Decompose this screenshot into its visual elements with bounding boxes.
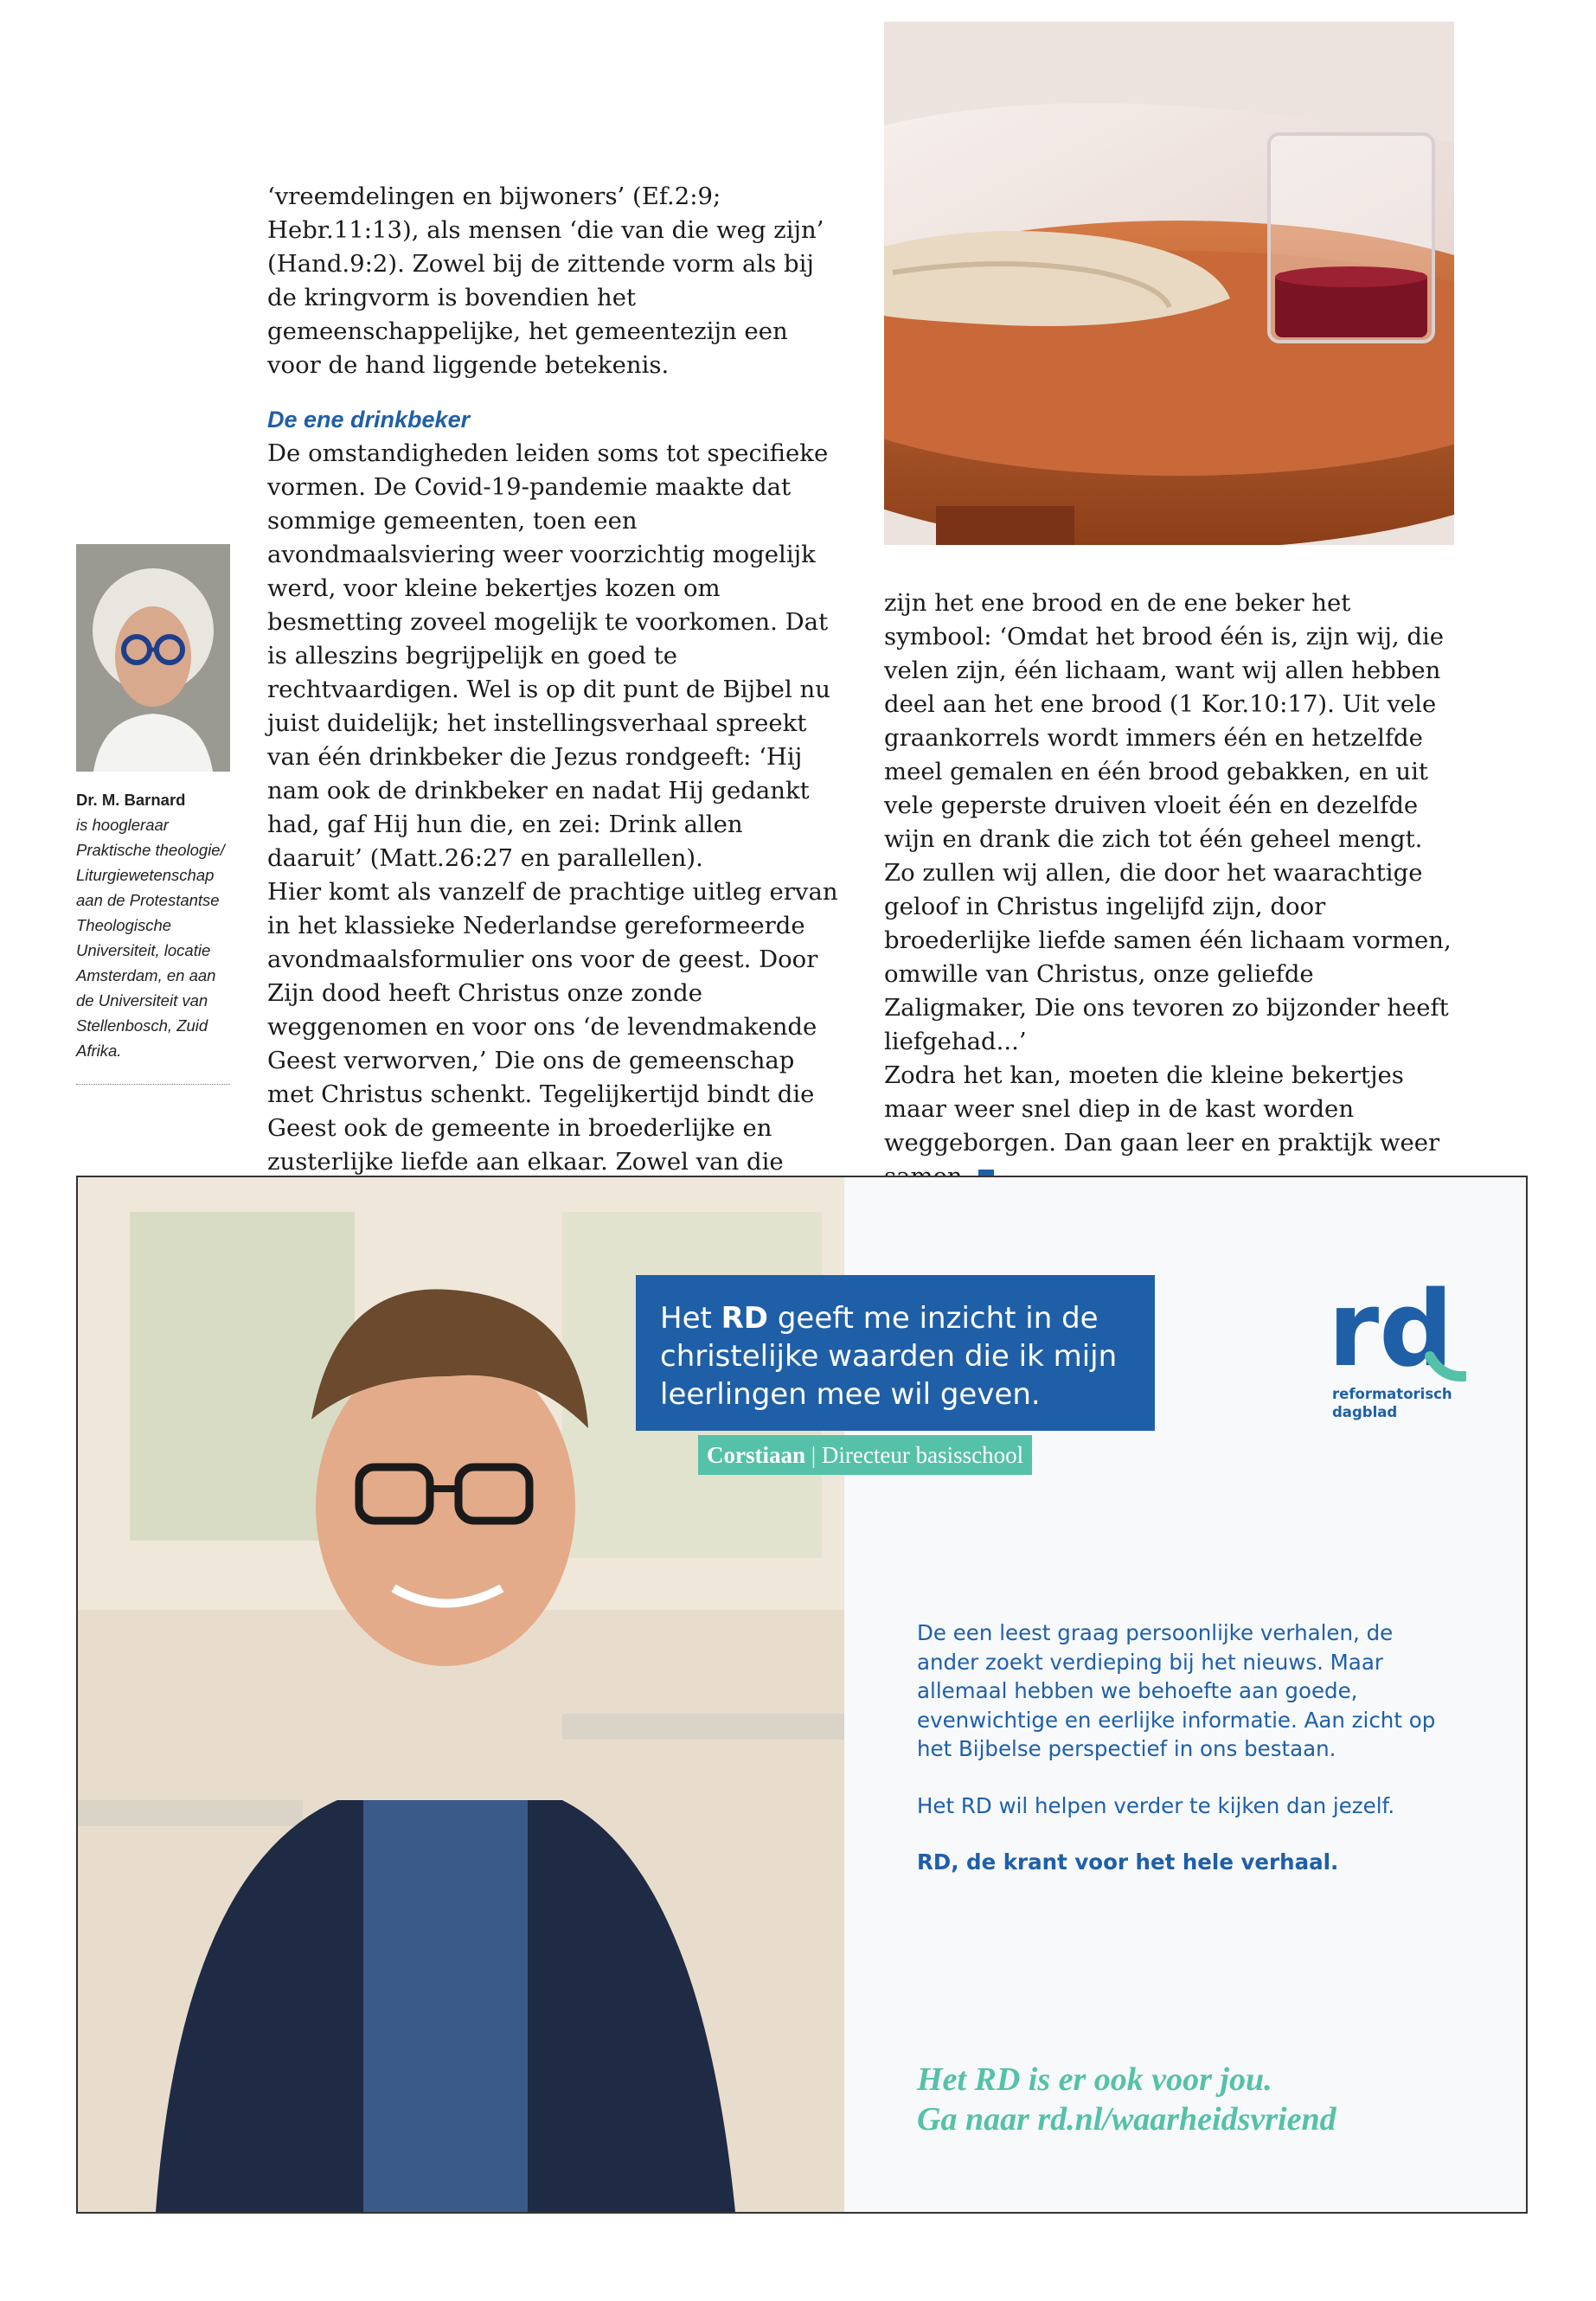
article-paragraph [884, 1059, 1455, 1194]
article-paragraph: De omstandigheden leiden soms tot specifieke vormen. De Covid-19-pandemie maakte dat sommige gemeenten, toen een avondmaalsviering weer voorzichtig mogelijk werd, voor kleine bekertjes kozen om besmetting zoveel mogelijk te voorkomen. Dat is alleszins begrijpelijk en goed te rechtvaardigen. Wel is op dit punt de Bijbel nu juist duidelijk; het instellingsverhaal spreekt van één drinkbeker die Jezus rondgeeft: ‘Hij nam ook de drinkbeker en nadat Hij gedankt had, gaf Hij hun die, en zei: Drink allen daaruit’ (Matt.26:27 en parallellen). [267, 439, 830, 872]
article-paragraph: ‘vreemdelingen en bijwoners’ (Ef.2:9; Hebr.11:13), als mensen ‘die van die weg zijn’ (Hand.9:2). Zowel bij de zittende vorm als bij de kringvorm is bovendien het gemeenschappelijke, het gemeentezijn een voor de hand liggende betekenis. [267, 183, 824, 379]
logo-subtitle-line: reformatorisch [1332, 1386, 1452, 1402]
ad-tagline: RD, de krant voor het hele verhaal. [917, 1849, 1339, 1875]
logo-subtitle-line: dagblad [1332, 1404, 1398, 1420]
article-paragraph: zijn het ene brood en de ene beker het symbool: ‘Omdat het brood één is, zijn wij, die velen zijn, één lichaam, want wij allen hebben deel aan het ene brood (1 Kor.10:17). Uit vele graankorrels wordt immers één en hetzelfde meel gemalen en één brood gebakken, en uit vele geperste druiven vloeit één en dezelfde wijn en drank die zich tot één geheel mengt. Zo zullen wij allen, die door het waarachtige geloof in Christus ingelijfd zijn, door broederlijke liefde samen één lichaam vormen, omwille van Christus, onze geliefde Zaligmaker, Die ons tevoren zo bijzonder heeft liefgehad...’ [884, 589, 1452, 1055]
divider [76, 1084, 230, 1085]
quote-text-pre: Het [660, 1301, 721, 1336]
author-portrait [76, 544, 230, 772]
article-column-right [884, 586, 1455, 1194]
logo-text: rd [1328, 1274, 1454, 1390]
subheading: De ene drinkbeker [267, 407, 471, 433]
ad-call-to-action [917, 2060, 1471, 2139]
person-credit [698, 1435, 1032, 1475]
quote-text-bold: RD [721, 1301, 769, 1336]
author-name: Dr. M. Barnard [76, 791, 186, 809]
cta-link[interactable]: Ga naar rd.nl/waarheidsvriend [917, 2101, 1336, 2138]
article-column-left [267, 180, 838, 1247]
communion-photo [884, 22, 1454, 545]
ad-paragraph: Het RD wil helpen verder te kijken dan jezelf. [917, 1792, 1395, 1818]
quote-box [636, 1275, 1155, 1431]
closing-text: Zodra het kan, moeten die kleine bekertjes maar weer snel diep in de kast worden weggeborgen. Dan gaan leer en praktijk weer [884, 1061, 1440, 1157]
author-description: is hoogleraar Praktische theologie/ Liturgiewetenschap aan de Protestantse Theologische Universiteit, locatie Amsterdam, en aan de Universiteit van Stellenbosch, Zuid Afrika. [76, 816, 225, 1060]
ad-body [917, 1618, 1453, 1905]
credit-separator: | [805, 1442, 822, 1468]
logo-subtitle [1332, 1385, 1452, 1421]
portrait-illustration [76, 544, 230, 772]
quote-text-post: geeft me inzicht in de christelijke waarden die ik mijn leerlingen mee wil geven. [660, 1301, 1118, 1412]
cta-line: Het RD is er ook voor jou. [917, 2061, 1272, 2098]
author-bio [76, 787, 230, 1063]
person-role: Directeur basisschool [821, 1442, 1024, 1468]
rd-advertisement [76, 1176, 1528, 2214]
rd-logo-icon [1328, 1274, 1466, 1395]
bread-and-cup-illustration [884, 22, 1454, 545]
person-name: Corstiaan [707, 1442, 805, 1468]
article-paragraph: Hier komt als vanzelf de prachtige uitleg ervan in het klassieke Nederlandse gereformeerde avondmaalsformulier ons voor de geest. Door Zijn dood heeft Christus onze zonde weggenomen en voor ons ‘de levendmakende Geest verworven,’ Die ons de gemeenschap met Christus schenkt. Tegelijkertijd bindt die Geest ook de gemeente in broederlijke en zusterlijke liefde aan elkaar. Zowel van die [267, 878, 838, 1176]
ad-paragraph: De een leest graag persoonlijke verhalen, de ander zoekt verdieping bij het nieuws. Maar allemaal hebben we behoefte aan goede, evenwichtige en eerlijke informatie. Aan zicht op het Bijbelse perspectief in ons bestaan. [917, 1620, 1436, 1761]
